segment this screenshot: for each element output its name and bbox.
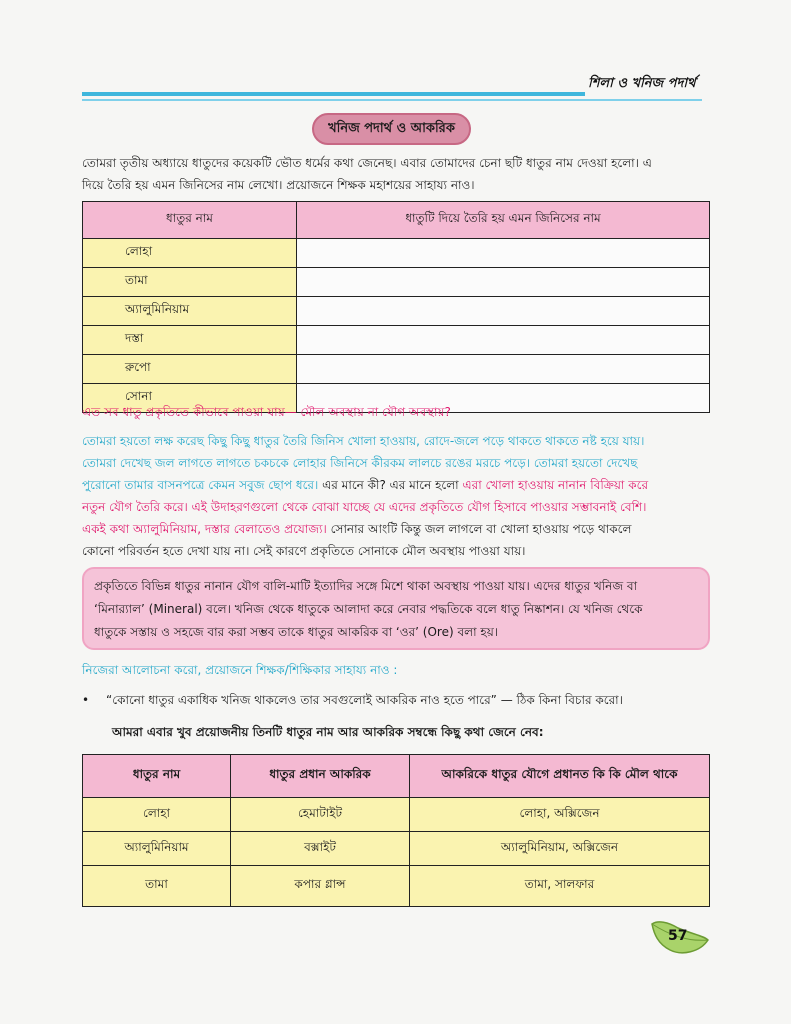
text-span: এই উদাহরণগুলো থেকে বোঝা যাচ্ছে যে এদের প্রকৃতিতে যৌগ হিসাবে পাওয়ার সম্ভাবনাই বেশি। (187, 500, 647, 514)
page-number-badge (648, 918, 710, 958)
intro-paragraph (82, 152, 710, 196)
table-cell: লোহা (83, 798, 231, 832)
metal-name-cell: তামা (83, 268, 297, 297)
table-row (83, 326, 710, 355)
metal-name-cell: রুপো (83, 355, 297, 384)
paragraph-line (82, 474, 710, 496)
table-cell: তামা, সালফার (410, 866, 710, 907)
text-span: একই কথা অ্যালুমিনিয়াম, দস্তার বেলাতেও প্রযোজ্য। (82, 522, 327, 536)
bullet-item (82, 692, 623, 712)
box-line: ‘মিনার‍্যাল’ (Mineral) বলে। খনিজ থেকে ধাতুকে আলাদা করে নেবার পদ্ধতিকে বলে ধাতু নিষ্কাশন। যে খনিজ থেকে (94, 602, 643, 616)
text-span: নতুন যৌগ তৈরি করে। (82, 500, 188, 514)
table-row (83, 239, 710, 268)
header-rule-thin (82, 99, 702, 101)
column-header: ধাতুর নাম (83, 202, 297, 239)
chapter-title: শিলা ও খনিজ পদার্থ (588, 76, 696, 91)
table-cell: হেমাটাইট (231, 798, 410, 832)
table-row (83, 297, 710, 326)
table-row (83, 355, 710, 384)
paragraph-line: তোমরা হয়তো লক্ষ করেছ কিছু কিছু ধাতুর তৈরি জিনিস খোলা হাওয়ায়, রোদে-জলে পড়ে থাকতে থাকতে নষ্ট হয়ে যায়। (82, 434, 645, 448)
intro-line: দিয়ে তৈরি হয় এমন জিনিসের নাম লেখো। প্রয়োজনে শিক্ষক মহাশয়ের সাহায্য নাও। (82, 178, 475, 192)
answer-cell[interactable] (297, 355, 710, 384)
box-line: ধাতুকে সস্তায় ও সহজে বার করা সম্ভব তাকে ধাতুর আকরিক বা ‘ওর’ (Ore) বলা হয়। (94, 625, 499, 639)
column-header: ধাতুটি দিয়ে তৈরি হয় এমন জিনিসের নাম (297, 202, 710, 239)
answer-cell[interactable] (297, 326, 710, 355)
text-span: এর মানে কী? এর মানে হলো (318, 478, 463, 492)
table-cell: তামা (83, 866, 231, 907)
table-cell: কপার গ্লান্স (231, 866, 410, 907)
metal-name-cell: সোনা (83, 384, 297, 413)
paragraph-line: কোনো পরিবর্তন হতে দেখা যায় না। সেই কারণে প্রকৃতিতে সোনাকে মৌল অবস্থায় পাওয়া যায়। (82, 544, 526, 558)
table-row (83, 866, 710, 907)
page-number: 57 (668, 928, 688, 944)
table-row (83, 832, 710, 866)
ore-table (82, 754, 710, 907)
paragraph-line (82, 496, 710, 518)
table-cell: বক্সাইট (231, 832, 410, 866)
column-header: ধাতুর প্রধান আকরিক (231, 755, 410, 798)
table-cell: অ্যালুমিনিয়াম, অক্সিজেন (410, 832, 710, 866)
text-span: এরা খোলা হাওয়ায় নানান বিক্রিয়া করে (462, 478, 649, 492)
intro-line: তোমরা তৃতীয় অধ্যায়ে ধাতুদের কয়েকটি ভৌত ধর্মের কথা জেনেছ। এবার তোমাদের চেনা ছটি ধাতুর নাম দেওয়া হলো। এ (82, 156, 652, 170)
metal-uses-table (82, 201, 710, 413)
bullet-dot: • (82, 693, 90, 707)
metal-name-cell: অ্যালুমিনিয়াম (83, 297, 297, 326)
paragraph-line: তোমরা দেখেছ জল লাগতে লাগতে চকচকে লোহার জিনিসে কীরকম লালচে রঙের মরচে পড়ে। তোমরা হয়তো দেখেছ (82, 456, 638, 470)
lead-text: আমরা এবার খুব প্রয়োজনীয় তিনটি ধাতুর নাম আর আকরিক সম্বন্ধে কিছু কথা জেনে নেব: (112, 725, 544, 739)
answer-cell[interactable] (297, 297, 710, 326)
table-cell: অ্যালুমিনিয়াম (83, 832, 231, 866)
table-row (83, 798, 710, 832)
body-paragraph (82, 430, 710, 562)
text-span: পুরোনো তামার বাসনপত্রে কেমন সবুজ ছোপ ধরে। (82, 478, 319, 492)
discussion-prompt: নিজেরা আলোচনা করো, প্রয়োজনে শিক্ষক/শিক্ষিকার সাহায্য নাও : (82, 663, 398, 677)
definition-box (82, 567, 710, 650)
answer-cell[interactable] (297, 239, 710, 268)
header-rule (82, 92, 585, 96)
box-line: প্রকৃতিতে বিভিন্ন ধাতুর নানান যৌগ বালি-মাটি ইত্যাদির সঙ্গে মিশে থাকা অবস্থায় পাওয়া যায়। এদের ধাতুর খনিজ বা (94, 579, 638, 593)
question-text: এত সব ধাতু প্রকৃতিতে কীভাবে পাওয়া যায়— মৌল অবস্থায় না যৌগ অবস্থায়? (82, 405, 451, 419)
column-header: আকরিকে ধাতুর যৌগে প্রধানত কি কি মৌল থাকে (410, 755, 710, 798)
metal-name-cell: লোহা (83, 239, 297, 268)
section-title: খনিজ পদার্থ ও আকরিক (312, 113, 471, 145)
paragraph-line (82, 518, 710, 540)
bullet-text: “কোনো ধাতুর একাধিক খনিজ থাকলেও তার সবগুলোই আকরিক নাও হতে পারে” — ঠিক কিনা বিচার করো। (106, 693, 623, 707)
table-row (83, 268, 710, 297)
text-span: সোনার আংটি কিন্তু জল লাগলে বা খোলা হাওয়ায় পড়ে থাকলে (326, 522, 632, 536)
table-cell: লোহা, অক্সিজেন (410, 798, 710, 832)
answer-cell[interactable] (297, 268, 710, 297)
metal-name-cell: দস্তা (83, 326, 297, 355)
column-header: ধাতুর নাম (83, 755, 231, 798)
